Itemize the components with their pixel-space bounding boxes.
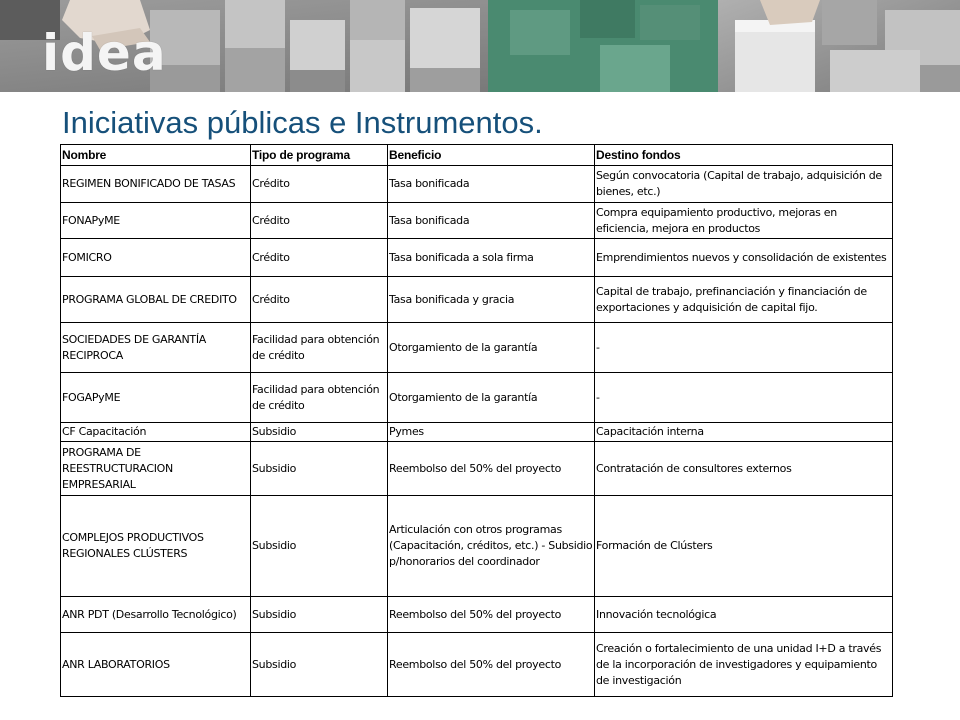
cell-beneficio: Pymes: [388, 423, 595, 442]
cell-tipo: Crédito: [251, 239, 388, 277]
table-row: [61, 323, 893, 373]
cell-destino: Formación de Clústers: [595, 496, 893, 597]
cell-destino: Compra equipamiento productivo, mejoras en eficiencia, mejora en productos: [595, 203, 893, 239]
table-row: [61, 442, 893, 496]
table-row: [61, 239, 893, 277]
cell-destino: Emprendimientos nuevos y consolidación de existentes: [595, 239, 893, 277]
table-row: [61, 496, 893, 597]
cell-beneficio: Otorgamiento de la garantía: [388, 323, 595, 373]
cell-nombre: SOCIEDADES DE GARANTÍA RECIPROCA: [61, 323, 251, 373]
cell-tipo: Facilidad para obtención de crédito: [251, 323, 388, 373]
cell-beneficio: Articulación con otros programas (Capacitación, créditos, etc.) - Subsidio p/honorarios del coordinador: [388, 496, 595, 597]
cell-nombre: FOGAPyME: [61, 373, 251, 423]
table-row: [61, 166, 893, 203]
column-header-nombre: Nombre: [61, 145, 251, 166]
brand-logo: idea: [42, 24, 167, 82]
cell-beneficio: Reembolso del 50% del proyecto: [388, 442, 595, 496]
header-banner: [0, 0, 960, 92]
cell-tipo: Subsidio: [251, 597, 388, 633]
table-row: [61, 423, 893, 442]
cell-beneficio: Otorgamiento de la garantía: [388, 373, 595, 423]
programs-table: [60, 144, 893, 697]
cell-destino: -: [595, 323, 893, 373]
column-header-beneficio: Beneficio: [388, 145, 595, 166]
cell-nombre: FOMICRO: [61, 239, 251, 277]
cell-nombre: PROGRAMA GLOBAL DE CREDITO: [61, 277, 251, 323]
cell-tipo: Subsidio: [251, 442, 388, 496]
cell-destino: Capacitación interna: [595, 423, 893, 442]
table-row: [61, 633, 893, 697]
cell-nombre: CF Capacitación: [61, 423, 251, 442]
cell-nombre: ANR PDT (Desarrollo Tecnológico): [61, 597, 251, 633]
cell-destino: Creación o fortalecimiento de una unidad I+D a través de la incorporación de investigadores y equipamiento de investigación: [595, 633, 893, 697]
cell-destino: -: [595, 373, 893, 423]
cell-destino: Innovación tecnológica: [595, 597, 893, 633]
table-header-row: [61, 145, 893, 166]
cell-tipo: Facilidad para obtención de crédito: [251, 373, 388, 423]
cell-nombre: PROGRAMA DE REESTRUCTURACION EMPRESARIAL: [61, 442, 251, 496]
cell-tipo: Subsidio: [251, 633, 388, 697]
cell-beneficio: Tasa bonificada: [388, 203, 595, 239]
cell-tipo: Crédito: [251, 166, 388, 203]
cell-tipo: Crédito: [251, 203, 388, 239]
cell-nombre: REGIMEN BONIFICADO DE TASAS: [61, 166, 251, 203]
cell-beneficio: Tasa bonificada a sola firma: [388, 239, 595, 277]
cell-beneficio: Reembolso del 50% del proyecto: [388, 633, 595, 697]
table-row: [61, 203, 893, 239]
column-header-destino-fondos: Destino fondos: [595, 145, 893, 166]
column-header-tipo-de-programa: Tipo de programa: [251, 145, 388, 166]
cell-tipo: Crédito: [251, 277, 388, 323]
cell-destino: Capital de trabajo, prefinanciación y financiación de exportaciones y adquisición de capital fijo.: [595, 277, 893, 323]
cell-destino: Contratación de consultores externos: [595, 442, 893, 496]
cell-nombre: ANR LABORATORIOS: [61, 633, 251, 697]
cell-destino: Según convocatoria (Capital de trabajo, adquisición de bienes, etc.): [595, 166, 893, 203]
cell-nombre: COMPLEJOS PRODUCTIVOS REGIONALES CLÚSTERS: [61, 496, 251, 597]
table-row: [61, 373, 893, 423]
table-row: [61, 277, 893, 323]
cell-tipo: Subsidio: [251, 423, 388, 442]
cell-beneficio: Tasa bonificada y gracia: [388, 277, 595, 323]
table-row: [61, 597, 893, 633]
cell-beneficio: Reembolso del 50% del proyecto: [388, 597, 595, 633]
page-title: Iniciativas públicas e Instrumentos.: [62, 105, 543, 140]
cell-tipo: Subsidio: [251, 496, 388, 597]
cell-nombre: FONAPyME: [61, 203, 251, 239]
cell-beneficio: Tasa bonificada: [388, 166, 595, 203]
